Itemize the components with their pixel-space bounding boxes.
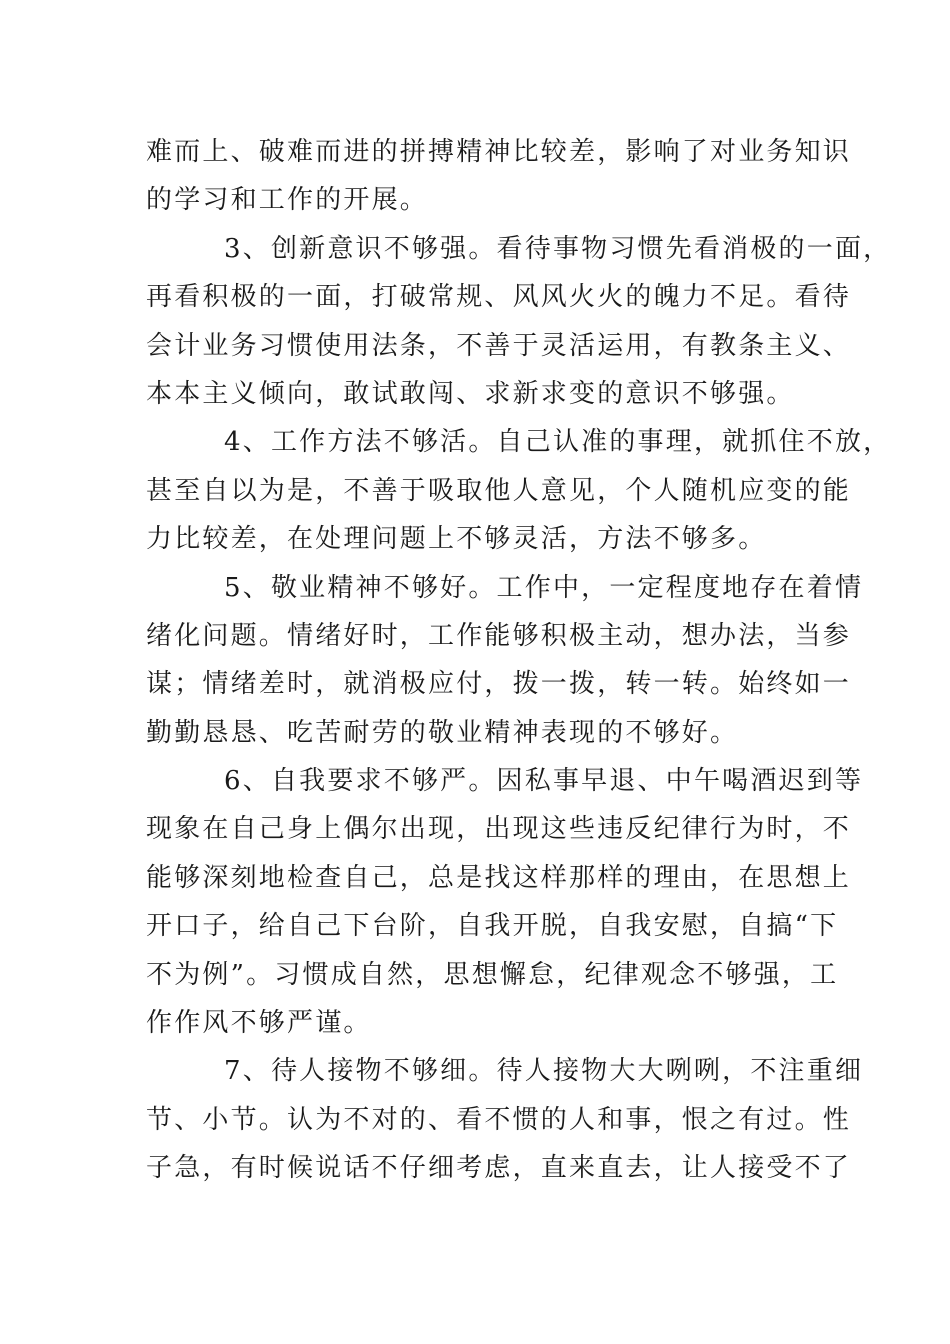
text-line: 会计业务习惯使用法条，不善于灵活运用，有教条主义、: [146, 330, 852, 361]
text-line: 作作风不够严谨。: [146, 1008, 372, 1039]
text-line: 绪化问题。情绪好时，工作能够积极主动，想办法，当参: [146, 620, 852, 651]
paragraph-start-line: 7、待人接物不够细。待人接物大大咧咧，不注重细: [224, 1056, 864, 1087]
text-line: 勤勤恳恳、吃苦耐劳的敬业精神表现的不够好。: [146, 717, 739, 748]
text-line: 谋；情绪差时，就消极应付，拨一拨，转一转。始终如一: [146, 669, 852, 700]
paragraph-start-line: 4、工作方法不够活。自己认准的事理，就抓住不放，: [224, 427, 892, 458]
text-line: 难而上、破难而进的拼搏精神比较差，影响了对业务知识: [146, 137, 852, 167]
paragraph-start-line: 5、敬业精神不够好。工作中，一定程度地存在着情: [224, 572, 864, 603]
body-text: [146, 128, 892, 1193]
text-line: 子急，有时候说话不仔细考虑，直来直去，让人接受不了: [146, 1153, 852, 1184]
text-line: 开口子，给自己下台阶，自我开脱，自我安慰，自搞“下: [146, 911, 839, 942]
text-line: 力比较差，在处理问题上不够灵活，方法不够多。: [146, 524, 767, 555]
text-line: 再看积极的一面，打破常规、风风火火的魄力不足。看待: [146, 282, 852, 313]
text-line: 的学习和工作的开展。: [146, 185, 429, 216]
text-line: 能够深刻地检查自己，总是找这样那样的理由，在思想上: [146, 862, 852, 893]
text-line: 本本主义倾向，敢试敢闯、求新求变的意识不够强。: [146, 378, 795, 409]
paragraph-start-line: 6、自我要求不够严。因私事早退、中午喝酒迟到等: [224, 766, 864, 797]
text-line: 甚至自以为是，不善于吸取他人意见，个人随机应变的能: [146, 475, 852, 506]
text-line: 节、小节。认为不对的、看不惯的人和事，恨之有过。性: [146, 1104, 852, 1135]
paragraph-start-line: 3、创新意识不够强。看待事物习惯先看消极的一面，: [224, 233, 892, 264]
text-line: 现象在自己身上偶尔出现，出现这些违反纪律行为时，不: [146, 814, 852, 845]
text-line: 不为例”。习惯成自然，思想懈怠，纪律观念不够强，工: [146, 959, 839, 990]
